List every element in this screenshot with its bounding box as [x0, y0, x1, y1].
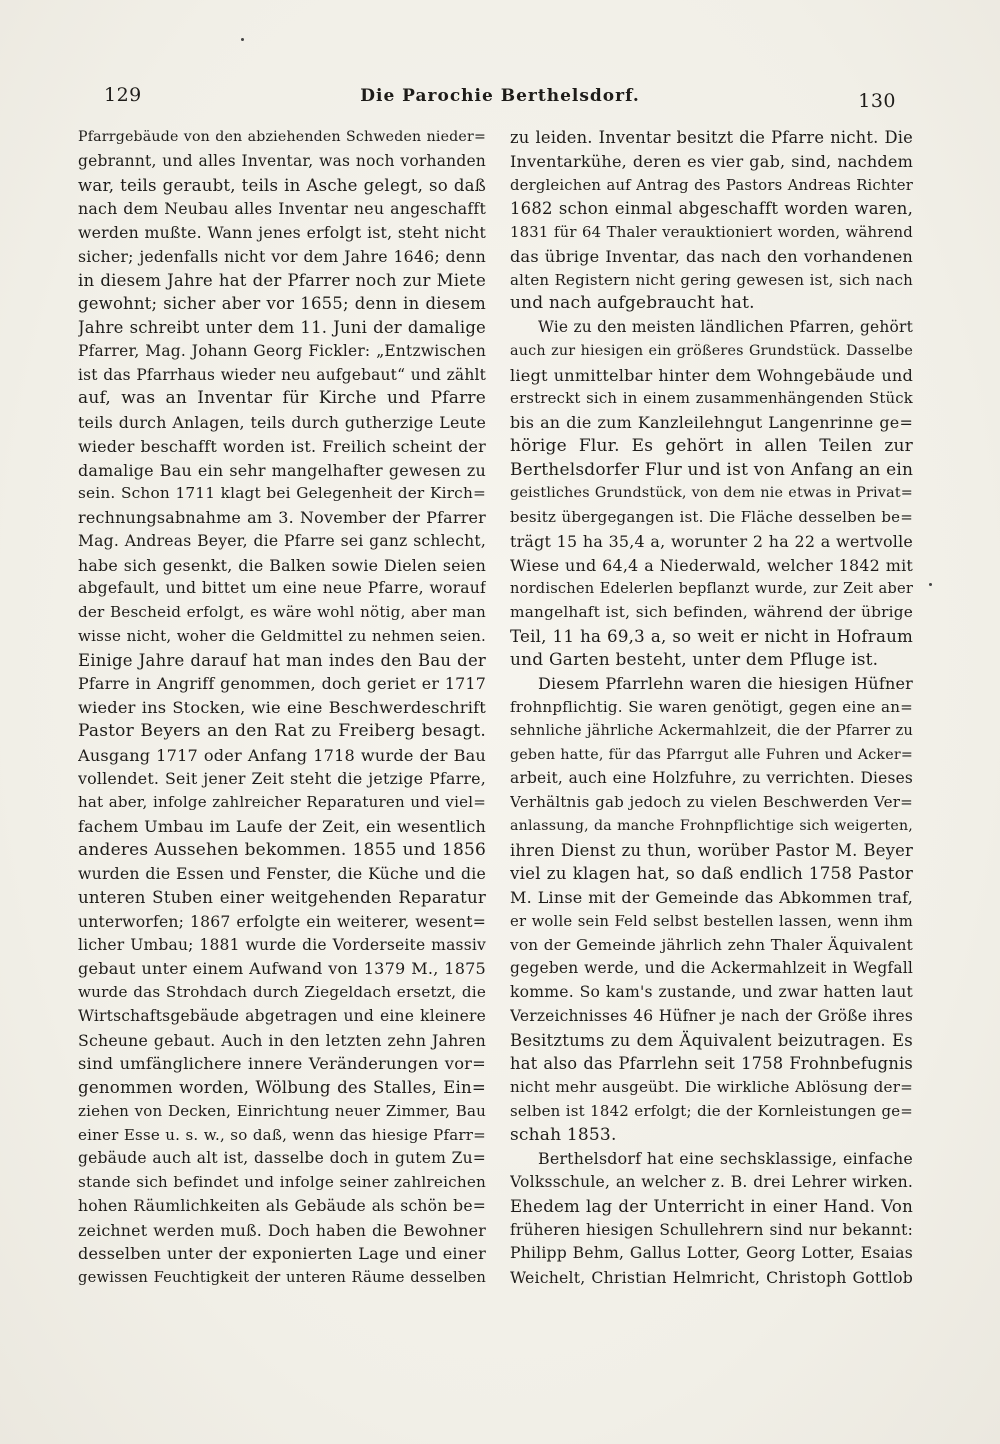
text-line: gebaut unter einem Aufwand von 1379 M., 1875 — [78, 959, 486, 979]
text-line: wieder beschafft worden ist. Freilich scheint der — [78, 436, 486, 456]
text-line: Pfarre in Angriff genommen, doch geriet er 1717 — [78, 674, 486, 694]
text-line: besitz übergegangen ist. Die Fläche desselben be= — [510, 508, 913, 526]
text-line: gewohnt; sicher aber vor 1655; denn in diesem — [78, 294, 486, 314]
text-line: damalige Bau ein sehr mangelhafter gewesen zu — [78, 460, 486, 480]
text-line: gewissen Feuchtigkeit der unteren Räume desselben — [78, 1269, 486, 1286]
text-line: Wirtschaftsgebäude abgetragen und eine kleinere — [78, 1006, 486, 1025]
text-line: Volksschule, an welcher z. B. drei Lehrer wirken. — [510, 1173, 913, 1191]
text-line: wieder ins Stocken, wie eine Beschwerdeschrift — [78, 698, 486, 717]
page-number-right: 130 — [858, 90, 896, 112]
text-line: Besitztums zu dem Äquivalent beizutragen. Es — [510, 1030, 913, 1050]
text-line: in diesem Jahre hat der Pfarrer noch zur Miete — [78, 270, 486, 290]
text-line: vollendet. Seit jener Zeit steht die jetzige Pfarre, — [78, 769, 486, 789]
text-line: Pfarrgebäude von den abziehenden Schweden nieder= — [78, 129, 486, 145]
text-line: nordischen Edelerlen bepflanzt wurde, zur Zeit aber — [510, 580, 913, 598]
text-line: er wolle sein Feld selbst bestellen lassen, wenn ihm — [510, 912, 913, 930]
text-line: auch zur hiesigen ein größeres Grundstück. Dasselbe — [510, 342, 913, 359]
text-line: wurde das Strohdach durch Ziegeldach ersetzt, die — [78, 983, 486, 1001]
text-line: sicher; jedenfalls nicht vor dem Jahre 1646; denn — [78, 246, 486, 266]
text-line: alten Registern nicht gering gewesen ist, sich nach — [510, 270, 913, 289]
text-line: viel zu klagen hat, so daß endlich 1758 Pastor — [510, 864, 913, 884]
text-line: Ausgang 1717 oder Anfang 1718 wurde der Bau — [78, 745, 486, 765]
text-line: geistliches Grundstück, von dem nie etwas in Privat= — [510, 485, 913, 502]
text-line: der Bescheid erfolgt, es wäre wohl nötig, aber man — [78, 603, 486, 621]
text-line: unterworfen; 1867 erfolgte ein weiterer, wesent= — [78, 911, 486, 931]
text-line: gebrannt, und alles Inventar, was noch vorhanden — [78, 151, 486, 170]
text-line: mangelhaft ist, sich befinden, während der übrige — [510, 603, 913, 621]
text-line: dergleichen auf Antrag des Pastors Andreas Richter — [510, 176, 913, 194]
text-line: Diesem Pfarrlehn waren die hiesigen Hüfner — [538, 674, 913, 694]
text-line: hohen Räumlichkeiten als Gebäude als schön be= — [78, 1196, 486, 1215]
text-line: Verzeichnisses 46 Hüfner je nach der Größe ihres — [510, 1006, 913, 1025]
text-line: erstreckt sich in einem zusammenhängenden Stück — [510, 389, 913, 408]
text-line: sind umfänglichere innere Veränderungen vor= — [78, 1054, 486, 1074]
text-line: Wie zu den meisten ländlichen Pfarren, gehört — [538, 318, 913, 336]
text-line: wisse nicht, woher die Geldmittel zu nehmen seien. — [78, 626, 486, 645]
text-line: geben hatte, für das Pfarrgut alle Fuhren und Acker= — [510, 746, 913, 763]
text-line: hörige Flur. Es gehört in allen Teilen zur — [510, 435, 913, 456]
text-line: Verhältnis gab jedoch zu vielen Beschwerden Ver= — [510, 793, 913, 811]
text-line: fachem Umbau im Laufe der Zeit, ein wesentlich — [78, 816, 486, 836]
text-line: und nach aufgebraucht hat. — [510, 293, 755, 314]
text-line: früheren hiesigen Schullehrern sind nur bekannt: — [510, 1220, 913, 1239]
text-line: zu leiden. Inventar besitzt die Pfarre nicht. Die — [510, 128, 913, 147]
text-line: trägt 15 ha 35,4 a, worunter 2 ha 22 a wertvolle — [510, 531, 913, 551]
text-line: 1682 schon einmal abgeschafft worden waren, — [510, 199, 913, 219]
text-line: sehnliche jährliche Ackermahlzeit, die der Pfarrer zu — [510, 722, 913, 739]
text-line: genommen worden, Wölbung des Stalles, Ein= — [78, 1078, 486, 1097]
text-line: gegeben werde, und die Ackermahlzeit in Wegfall — [510, 959, 913, 978]
text-line: licher Umbau; 1881 wurde die Vorderseite massiv — [78, 935, 486, 954]
text-line: abgefault, und bittet um eine neue Pfarre, worauf — [78, 579, 486, 598]
text-line: gebäude auch alt ist, dasselbe doch in gutem Zu= — [78, 1149, 486, 1168]
text-line: schah 1853. — [510, 1124, 617, 1145]
text-line: Berthelsdorf hat eine sechsklassige, einfache — [538, 1149, 913, 1169]
text-line: Mag. Andreas Beyer, die Pfarre sei ganz schlecht, — [78, 531, 486, 550]
text-line: Weichelt, Christian Helmricht, Christoph Gottlob — [510, 1268, 913, 1287]
text-line: und Garten besteht, unter dem Pfluge ist. — [510, 649, 879, 670]
text-line: von der Gemeinde jährlich zehn Thaler Äquivalent — [510, 935, 913, 954]
text-line: sein. Schon 1711 klagt bei Gelegenheit der Kirch= — [78, 484, 486, 503]
text-line: selben ist 1842 erfolgt; die der Kornleistungen ge= — [510, 1101, 913, 1120]
text-line: bis an die zum Kanzleilehngut Langenrinne ge= — [510, 413, 913, 432]
text-line: komme. So kam's zustande, und zwar hatten laut — [510, 983, 913, 1001]
text-line: habe sich gesenkt, die Balken sowie Dielen seien — [78, 555, 486, 575]
text-line: nicht mehr ausgeübt. Die wirkliche Ablösung der= — [510, 1078, 913, 1096]
text-line: Pfarrer, Mag. Johann Georg Fickler: „Entzwischen — [78, 341, 486, 360]
text-line: ziehen von Decken, Einrichtung neuer Zimmer, Bau — [78, 1101, 486, 1120]
text-line: anderes Aussehen bekommen. 1855 und 1856 — [78, 839, 486, 860]
text-line: Inventarkühe, deren es vier gab, sind, nachdem — [510, 151, 913, 171]
text-line: war, teils geraubt, teils in Asche gelegt, so daß — [78, 175, 486, 195]
text-line: Berthelsdorfer Flur und ist von Anfang an ein — [510, 459, 913, 480]
text-line: wurden die Essen und Fenster, die Küche und die — [78, 864, 486, 884]
left-text-column — [78, 126, 486, 1290]
text-line: Einige Jahre darauf hat man indes den Bau der — [78, 650, 486, 670]
text-line: 1831 für 64 Thaler verauktioniert worden, während — [510, 224, 913, 241]
text-line: Teil, 11 ha 69,3 a, so weit er nicht in Hofraum — [510, 626, 913, 646]
text-line: Pastor Beyers an den Rat zu Freiberg besagt. — [78, 720, 486, 741]
text-line: Ehedem lag der Unterricht in einer Hand. Von — [510, 1196, 913, 1216]
text-line: M. Linse mit der Gemeinde das Abkommen traf, — [510, 888, 913, 907]
right-text-column — [510, 126, 913, 1290]
text-line: nach dem Neubau alles Inventar neu angeschafft — [78, 199, 486, 219]
text-line: stande sich befindet und infolge seiner zahlreichen — [78, 1173, 486, 1191]
text-line: Wiese und 64,4 a Niederwald, welcher 1842 mit — [510, 555, 913, 575]
text-line: teils durch Anlagen, teils durch gutherzige Leute — [78, 413, 486, 432]
text-line: zeichnet werden muß. Doch haben die Bewohner — [78, 1220, 486, 1240]
text-line: ihren Dienst zu thun, worüber Pastor M. Beyer — [510, 840, 913, 860]
text-line: liegt unmittelbar hinter dem Wohngebäude und — [510, 365, 913, 385]
text-line: hat aber, infolge zahlreicher Reparaturen und viel= — [78, 793, 486, 811]
paper-speck — [929, 583, 932, 586]
text-line: unteren Stuben einer weitgehenden Reparatur — [78, 888, 486, 907]
text-line: ist das Pfarrhaus wieder neu aufgebaut“ und zählt — [78, 365, 486, 384]
text-line: frohnpflichtig. Sie waren genötigt, gegen eine an= — [510, 698, 913, 716]
text-line: einer Esse u. s. w., so daß, wenn das hiesige Pfarr= — [78, 1125, 486, 1144]
page-header — [104, 84, 896, 114]
text-line: Jahre schreibt unter dem 11. Juni der damalige — [78, 318, 486, 337]
text-line: desselben unter der exponierten Lage und einer — [78, 1244, 486, 1264]
text-line: hat also das Pfarrlehn seit 1758 Frohnbefugnis — [510, 1054, 913, 1074]
text-line: auf, was an Inventar für Kirche und Pfarre — [78, 388, 486, 409]
paper-speck — [241, 38, 244, 41]
page-number-left: 129 — [104, 84, 142, 106]
text-line: arbeit, auch eine Holzfuhre, zu verrichten. Dieses — [510, 769, 913, 788]
text-line: Scheune gebaut. Auch in den letzten zehn Jahren — [78, 1030, 486, 1050]
text-line: anlassung, da manche Frohnpflichtige sich weigerten, — [510, 817, 913, 834]
text-line: rechnungsabnahme am 3. November der Pfarrer — [78, 508, 486, 527]
text-line: das übrige Inventar, das nach den vorhandenen — [510, 246, 913, 266]
text-line: werden mußte. Wann jenes erfolgt ist, steht nicht — [78, 223, 486, 242]
text-line: Philipp Behm, Gallus Lotter, Georg Lotter, Esaias — [510, 1244, 913, 1263]
running-title: Die Parochie Berthelsdorf. — [360, 86, 640, 106]
